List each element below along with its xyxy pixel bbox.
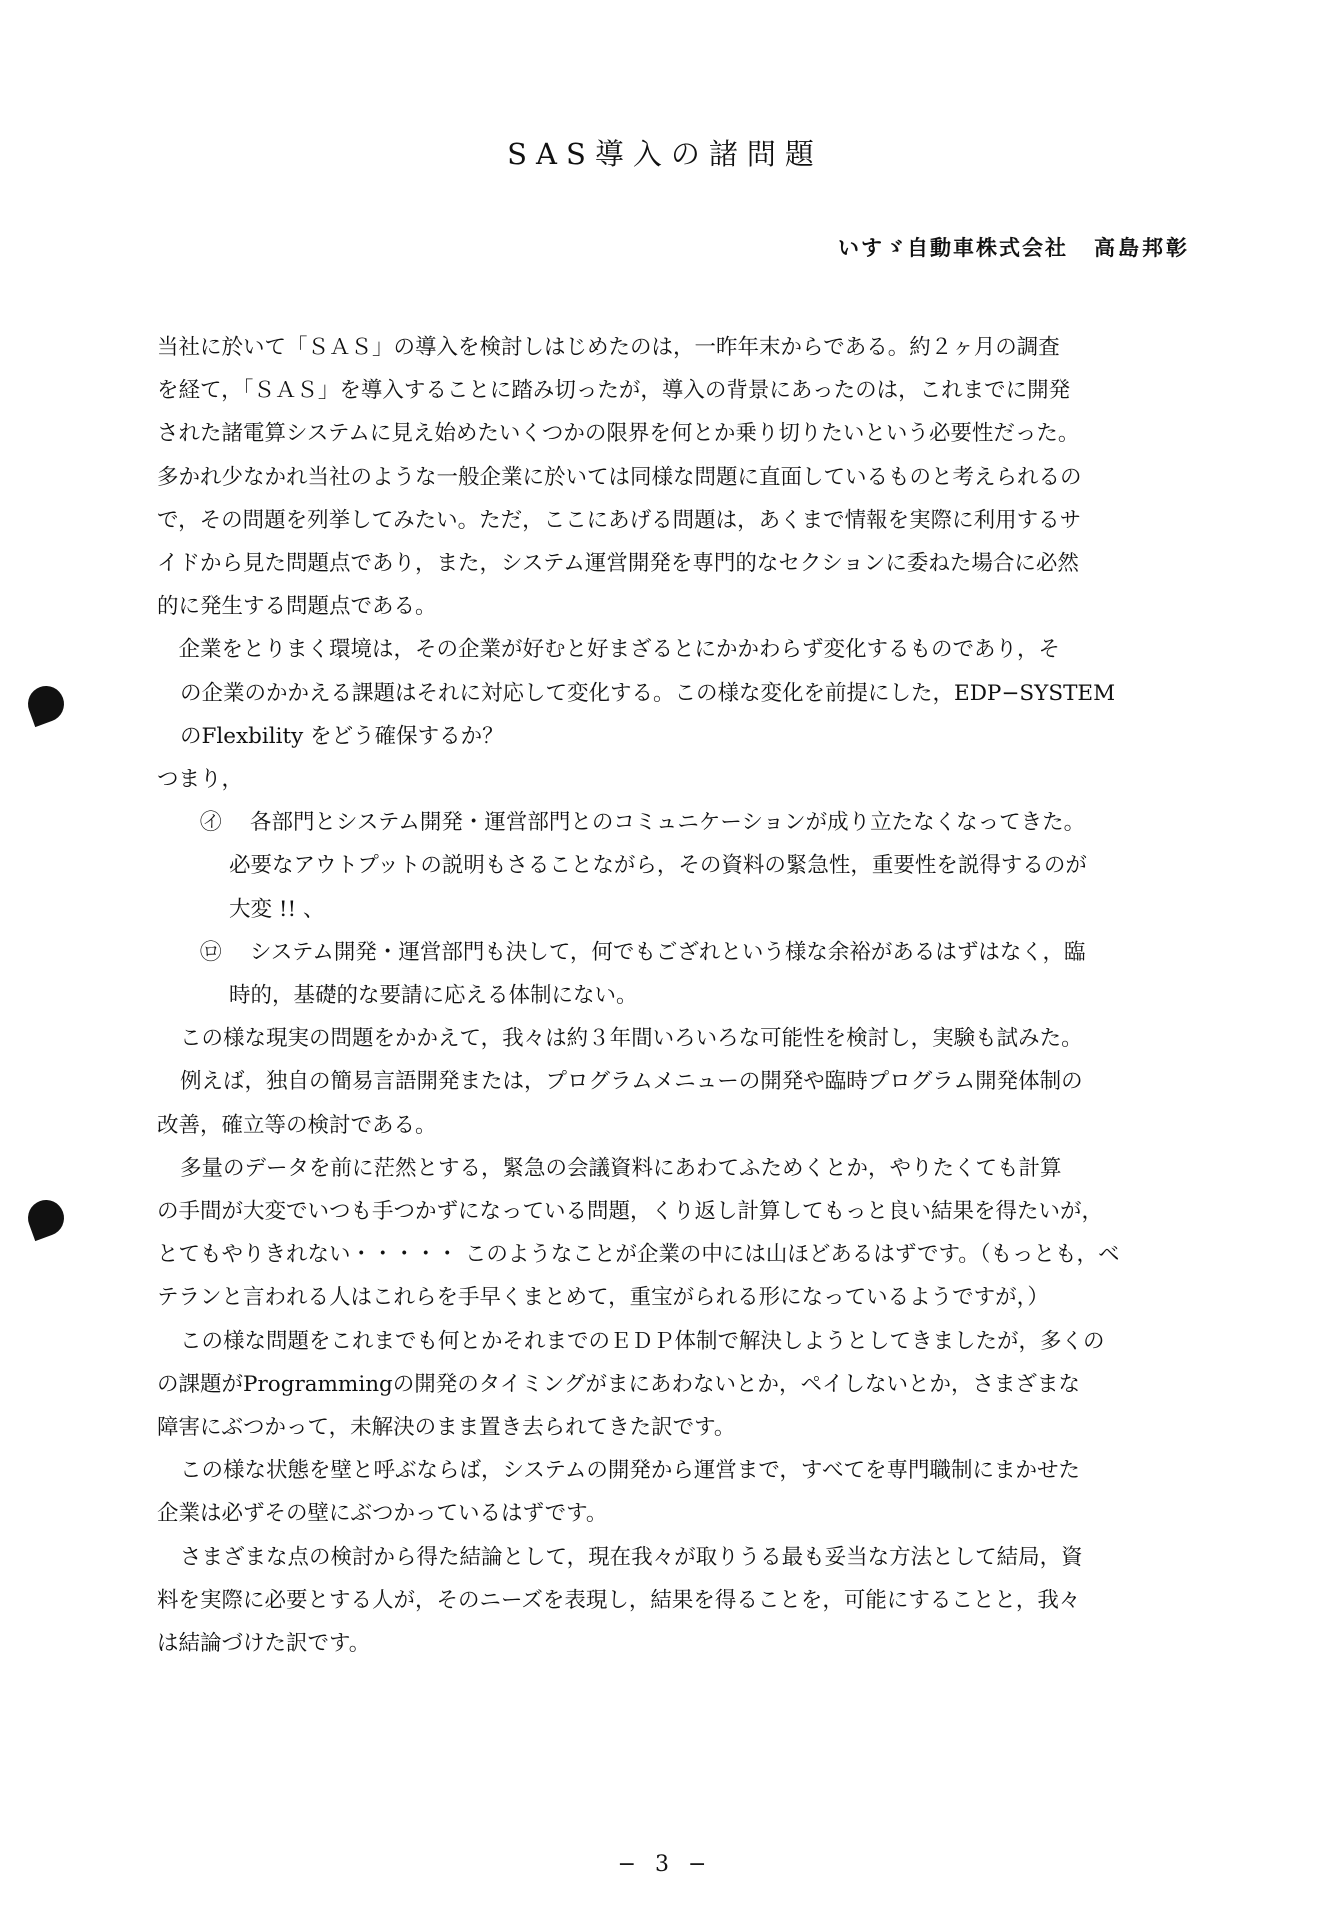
text-line: は結論づけた訳です。 bbox=[157, 1631, 371, 1657]
document-title: SAS導入の諸問題 bbox=[507, 137, 823, 171]
punch-hole-mark bbox=[23, 1195, 69, 1241]
text-line: 例えば，独自の簡易言語開発または，プログラムメニューの開発や臨時プログラム開発体制の bbox=[180, 1069, 1083, 1095]
text-line: で，その問題を列挙してみたい。ただ，ここにあげる問題は，あくまで情報を実際に利用するサ bbox=[157, 507, 1082, 533]
list-item-text: 各部門とシステム開発・運営部門とのコミュニケーションが成り立たなくなってきた。 bbox=[250, 810, 1086, 836]
text-line: 当社に於いて「ＳＡＳ」の導入を検討しはじめたのは，一昨年末からである。約２ヶ月の調査 bbox=[157, 335, 1060, 360]
text-line: 必要なアウトプットの説明もさることながら，その資料の緊急性，重要性を説得するのが bbox=[229, 853, 1087, 879]
text-line: された諸電算システムに見え始めたいくつかの限界を何とか乗り切りたいという必要性だった。 bbox=[157, 421, 1080, 447]
text-line: 多かれ少なかれ当社のような一般企業に於いては同様な問題に直面しているものと考えられるの bbox=[157, 464, 1082, 490]
text-line: 企業は必ずその壁にぶつかっているはずです。 bbox=[157, 1501, 608, 1527]
text-line: 時的，基礎的な要請に応える体制にない。 bbox=[229, 983, 638, 1009]
text-line: 障害にぶつかって，未解決のまま置き去られてきた訳です。 bbox=[157, 1415, 736, 1441]
text-line: 的に発生する問題点である。 bbox=[157, 594, 437, 620]
author-line bbox=[838, 232, 1190, 262]
punch-hole-mark bbox=[23, 681, 69, 727]
text-line: 企業をとりまく環境は，その企業が好むと好まざるとにかかわらず変化するものであり，そ bbox=[178, 637, 1061, 663]
text-line: の課題がProgrammingの開発のタイミングがまにあわないとか，ペイしないとか，さまざまな bbox=[157, 1371, 1080, 1397]
text-line: この様な問題をこれまでも何とかそれまでのＥＤＰ体制で解決しようとしてきましたが，多くの bbox=[180, 1328, 1105, 1354]
text-line: 多量のデータを前に茫然とする，緊急の会議資料にあわてふためくとか，やりたくても計算 bbox=[180, 1155, 1062, 1181]
text-line: 大変 !! 、 bbox=[229, 896, 325, 922]
author-name: 高島邦彰 bbox=[1094, 236, 1190, 260]
page-number: − 3 − bbox=[617, 1852, 713, 1877]
text-line: この様な状態を壁と呼ぶならば，システムの開発から運営まで，すべてを専門職制にまかせた bbox=[180, 1458, 1080, 1484]
text-line: この様な現実の問題をかかえて，我々は約３年間いろいろな可能性を検討し，実験も試みた。 bbox=[180, 1026, 1083, 1052]
list-item-i bbox=[157, 801, 1217, 844]
text-line: の企業のかかえる課題はそれに対応して変化する。この様な変化を前提にした，EDP−SYSTEM bbox=[180, 680, 1116, 706]
text-line: イドから見た問題点であり，また，システム運営開発を専門的なセクションに委ねた場合に必然 bbox=[157, 551, 1079, 577]
author-organization: いすゞ自動車株式会社 bbox=[838, 236, 1068, 260]
text-line: 料を実際に必要とする人が，そのニーズを表現し，結果を得ることを，可能にすることと，我々 bbox=[157, 1587, 1081, 1613]
list-marker: ㋑ bbox=[200, 810, 222, 836]
text-line: の手間が大変でいつも手つかずになっている問題，くり返し計算してもっと良い結果を得たいが， bbox=[157, 1199, 1104, 1225]
text-line: のFlexbility をどう確保するか？ bbox=[180, 723, 504, 749]
list-item-ro bbox=[157, 931, 1217, 974]
document-body bbox=[157, 326, 1217, 1665]
list-item-text: システム開発・運営部門も決して，何でもござれという様な余裕があるはずはなく，臨 bbox=[250, 939, 1086, 965]
list-marker: ㋺ bbox=[200, 939, 222, 965]
text-line: を経て，「ＳＡＳ」を導入することに踏み切ったが，導入の背景にあったのは，これまでに開発 bbox=[157, 378, 1071, 404]
text-line: テランと言われる人はこれらを手早くまとめて，重宝がられる形になっているようですが，） bbox=[157, 1285, 1049, 1311]
text-line: 改善，確立等の検討である。 bbox=[157, 1112, 437, 1138]
text-line: とてもやりきれない・・・・・ このようなことが企業の中には山ほどあるはずです。（もっとも，ベ bbox=[157, 1242, 1120, 1268]
text-line: さまざまな点の検討から得た結論として，現在我々が取りうる最も妥当な方法として結局，資 bbox=[180, 1544, 1083, 1570]
text-line: つまり， bbox=[157, 767, 244, 793]
